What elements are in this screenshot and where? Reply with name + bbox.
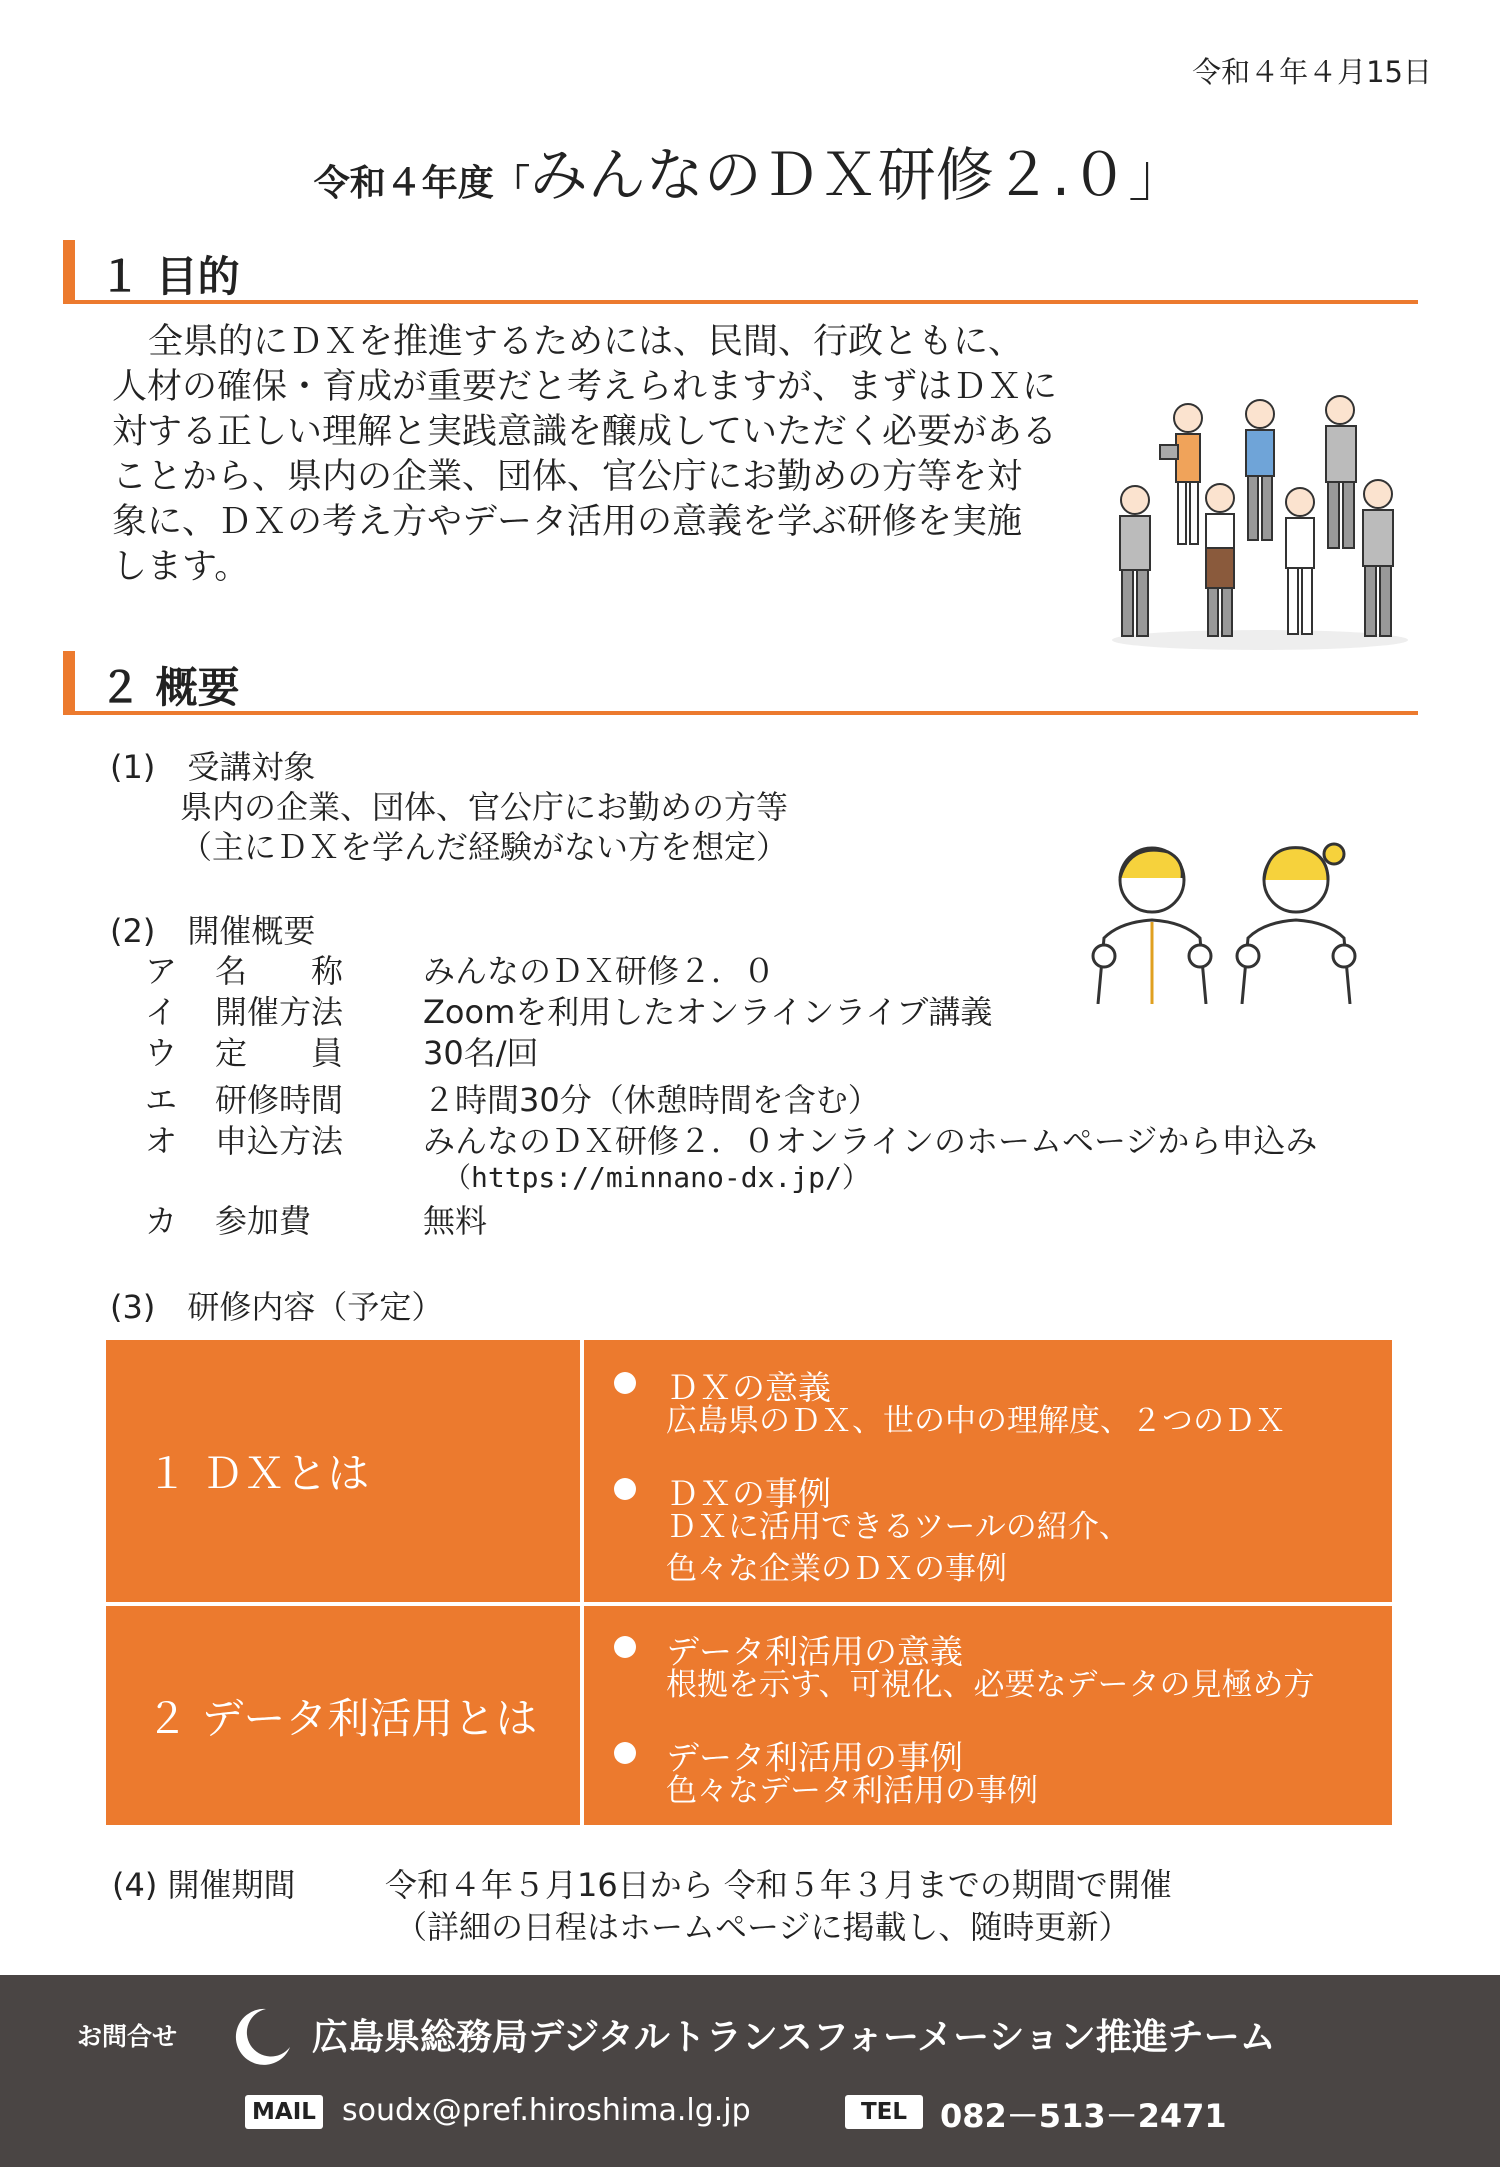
table-divider — [580, 1340, 584, 1825]
row-value: Zoomを利用したオンラインライブ講義 — [423, 993, 993, 1031]
period-line: 令和４年５月16日から 令和５年３月までの期間で開催 — [385, 1866, 1172, 1904]
contact-email[interactable]: soudx@pref.hiroshima.lg.jp — [342, 2093, 751, 2128]
heading-accent-bar — [63, 651, 75, 711]
content-item-detail: 根拠を示す、可視化、必要なデータの見極め方 — [666, 1667, 1315, 1703]
section-heading-purpose — [63, 240, 1418, 304]
row-value: 30名/回 — [423, 1034, 539, 1072]
purpose-line: 対する正しい理解と実践意識を醸成していただく必要がある — [112, 412, 1058, 452]
content-item-detail: 色々な企業のＤＸの事例 — [666, 1551, 1007, 1587]
bullet-icon — [614, 1636, 636, 1658]
crescent-logo-icon — [232, 2005, 294, 2067]
row-value: ２時間30分（休憩時間を含む） — [423, 1081, 880, 1119]
bullet-icon — [614, 1478, 636, 1500]
content-topic-title: ２ データ利活用とは — [146, 1693, 538, 1743]
section-heading-text: １ 目的 — [99, 252, 240, 301]
row-mark: カ — [145, 1202, 178, 1240]
row-key: 名 称 — [215, 952, 344, 990]
content-item-detail: 広島県のＤＸ、世の中の理解度、２つのＤＸ — [666, 1403, 1286, 1439]
purpose-line: 全県的にＤＸを推進するためには、民間、行政ともに、 — [148, 322, 1024, 362]
section-heading-overview — [63, 651, 1418, 715]
tel-tag: TEL — [845, 2095, 923, 2129]
bullet-icon — [614, 1742, 636, 1764]
target-line: 県内の企業、団体、官公庁にお勤めの方等 — [180, 788, 789, 826]
content-table — [106, 1340, 1392, 1825]
workers-group-illustration — [1110, 390, 1410, 650]
row-mark: ア — [145, 952, 178, 990]
period-line: （詳細の日程はホームページに掲載し、随時更新） — [395, 1908, 1131, 1946]
section-heading-text: ２ 概要 — [99, 663, 240, 712]
application-url[interactable]: （https://minnano-dx.jp/） — [443, 1161, 870, 1194]
purpose-line: ことから、県内の企業、団体、官公庁にお勤めの方等を対 — [112, 457, 1023, 497]
contact-footer — [0, 1975, 1500, 2167]
title-main: みんなのＤＸ研修２.０ — [529, 141, 1129, 209]
target-label: (1) 受講対象 — [110, 748, 316, 786]
content-item-detail: ＤＸに活用できるツールの紹介、 — [666, 1509, 1130, 1545]
business-pair-illustration — [1090, 838, 1370, 1004]
overview-label: (2) 開催概要 — [110, 912, 316, 950]
row-key: 定 員 — [215, 1034, 344, 1072]
bullet-icon — [614, 1372, 636, 1394]
row-key: 参加費 — [215, 1202, 312, 1240]
contact-phone[interactable]: 082－513－2471 — [940, 2097, 1227, 2135]
title-suffix: 」 — [1128, 141, 1187, 209]
page-title — [0, 128, 1500, 212]
organization-name: 広島県総務局デジタルトランスフォーメーション推進チーム — [312, 2017, 1276, 2058]
heading-accent-bar — [63, 240, 75, 300]
issue-date: 令和４年４月15日 — [1192, 55, 1432, 89]
content-item-head: ＤＸの事例 — [666, 1474, 831, 1513]
title-prefix: 令和４年度「 — [313, 163, 530, 204]
purpose-paragraph — [112, 320, 1072, 590]
content-item-detail: 色々なデータ利活用の事例 — [666, 1773, 1038, 1809]
period-label: (4) 開催期間 — [112, 1866, 296, 1904]
content-item-head: データ利活用の事例 — [666, 1738, 963, 1777]
row-key: 開催方法 — [215, 993, 344, 1031]
content-item-head: データ利活用の意義 — [666, 1632, 963, 1671]
purpose-line: 象に、ＤＸの考え方やデータ活用の意義を学ぶ研修を実施 — [112, 502, 1023, 542]
target-line: （主にＤＸを学んだ経験がない方を想定） — [180, 828, 789, 866]
row-mark: オ — [145, 1122, 178, 1160]
row-mark: イ — [145, 993, 178, 1031]
row-key: 研修時間 — [215, 1081, 344, 1119]
row-key: 申込方法 — [215, 1122, 344, 1160]
row-mark: エ — [145, 1081, 178, 1119]
row-value: みんなのＤＸ研修２．０オンラインのホームページから申込み — [423, 1122, 1318, 1160]
row-value: 無料 — [423, 1202, 488, 1240]
content-label: (3) 研修内容（予定） — [110, 1288, 444, 1326]
purpose-line: します。 — [112, 547, 250, 587]
mail-tag: MAIL — [245, 2095, 323, 2129]
row-mark: ウ — [145, 1034, 178, 1072]
content-topic-title: １ ＤＸとは — [146, 1449, 370, 1498]
content-item-head: ＤＸの意義 — [666, 1368, 831, 1407]
contact-label: お問合せ — [77, 2022, 178, 2051]
row-value: みんなのＤＸ研修２．０ — [423, 952, 776, 990]
purpose-line: 人材の確保・育成が重要だと考えられますが、まずはＤＸに — [112, 367, 1058, 407]
